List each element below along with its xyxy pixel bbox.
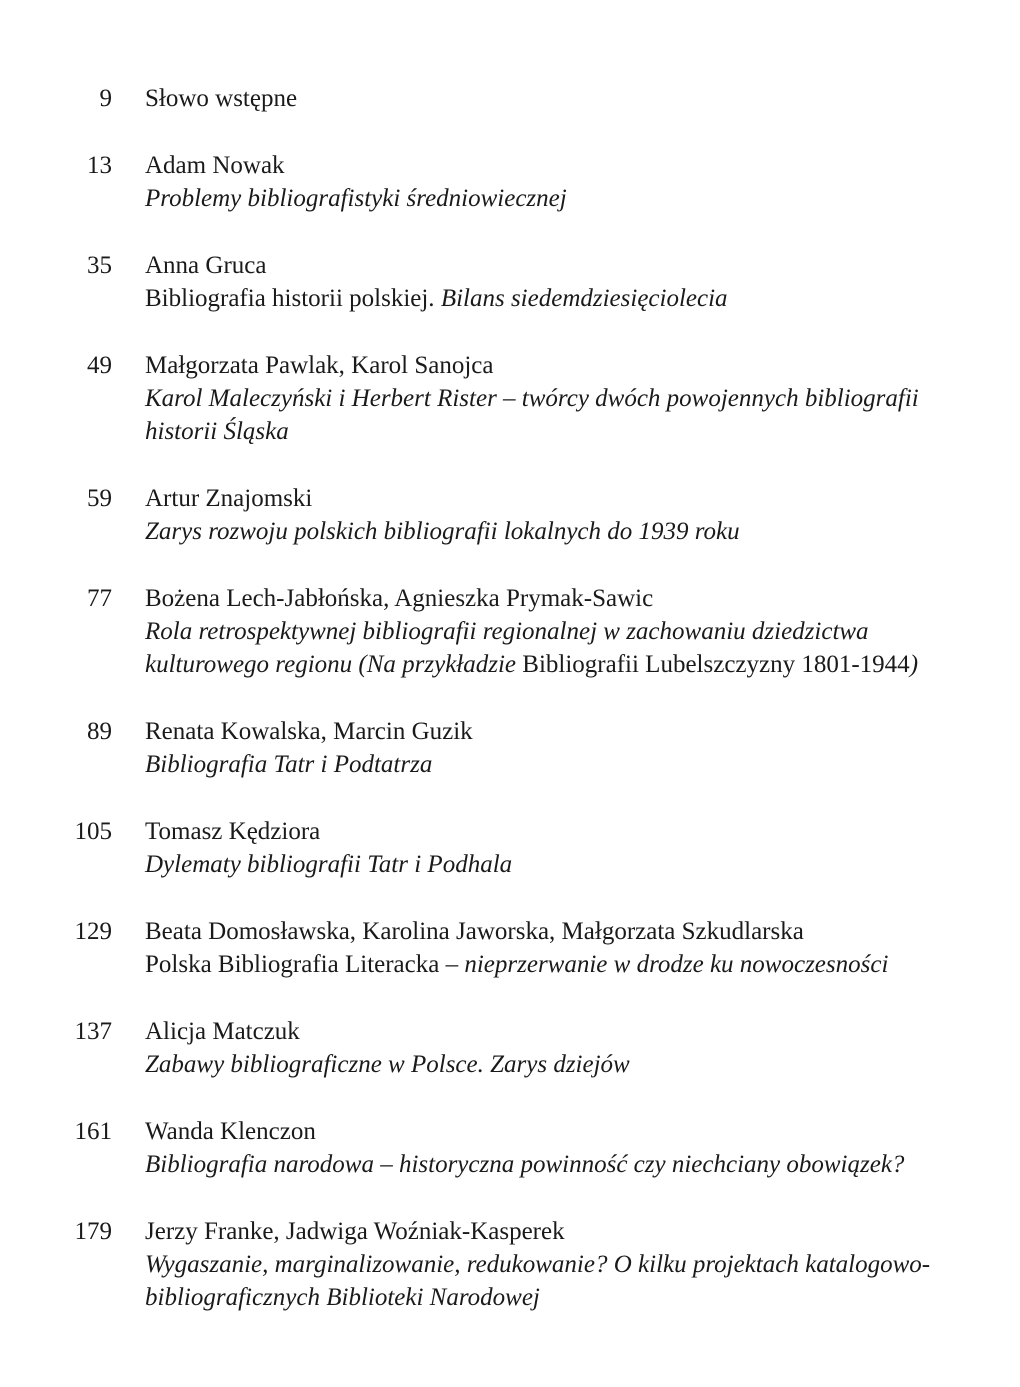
- toc-entry: [0, 1215, 1020, 1314]
- entry-body: [145, 1215, 945, 1314]
- entry-author: Alicja Matczuk: [145, 1018, 300, 1045]
- title-segment: – nieprzerwanie w drodze ku nowoczesności: [439, 951, 889, 978]
- title-segment: Dylematy bibliografii Tatr i Podhala: [145, 851, 513, 878]
- page-number: 161: [74, 1118, 112, 1145]
- title-segment: Bibliografia Tatr i Podtatrza: [145, 751, 433, 778]
- title-segment: Problemy bibliografistyki średniowiecznej: [145, 185, 567, 212]
- entry-body: [145, 1115, 945, 1181]
- title-segment: Bibliografii Lubelszczyzny 1801-1944: [522, 651, 910, 678]
- title-segment: Bibliografia historii polskiej.: [145, 285, 441, 312]
- page-number: 35: [87, 252, 112, 279]
- toc-entry: [0, 1015, 1020, 1081]
- page-number: 13: [87, 152, 112, 179]
- entry-title: [145, 282, 945, 315]
- title-segment: Karol Maleczyński i Herbert Rister – twórcy dwóch powojennych bibliografii historii Śląska: [145, 385, 919, 445]
- entry-title: [145, 382, 945, 448]
- page-number: 59: [87, 485, 112, 512]
- toc-entry: [0, 249, 1020, 315]
- entry-title: [145, 615, 945, 681]
- entry-author: Małgorzata Pawlak, Karol Sanojca: [145, 352, 494, 379]
- entry-body: [145, 815, 945, 881]
- toc-entry: [0, 1115, 1020, 1181]
- page-number: 179: [74, 1218, 112, 1245]
- toc-entry: [0, 349, 1020, 448]
- toc-entry: [0, 149, 1020, 215]
- entry-author: Renata Kowalska, Marcin Guzik: [145, 718, 473, 745]
- entry-author: Adam Nowak: [145, 152, 285, 179]
- title-segment: Bibliografia narodowa – historyczna powinność czy niechciany obowiązek?: [145, 1151, 905, 1178]
- toc-entry: [0, 815, 1020, 881]
- entry-title: [145, 948, 945, 981]
- title-segment: Zabawy bibliograficzne w Polsce. Zarys dziejów: [145, 1051, 630, 1078]
- page-number: 137: [74, 1018, 112, 1045]
- entry-author: Anna Gruca: [145, 252, 267, 279]
- toc-entry: [0, 482, 1020, 548]
- entry-title: [145, 182, 945, 215]
- title-segment: Bilans siedemdziesięciolecia: [440, 285, 728, 312]
- toc-entry: [0, 582, 1020, 681]
- toc-entry: [0, 82, 1020, 115]
- toc-entry: [0, 915, 1020, 981]
- entry-body: [145, 149, 945, 215]
- entry-author: Wanda Klenczon: [145, 1118, 316, 1145]
- title-segment: Wygaszanie, marginalizowanie, redukowanie? O kilku projektach katalogowo-bibliograficznych Biblioteki Narodowej: [145, 1251, 931, 1311]
- page-number: 77: [87, 585, 112, 612]
- page-number: 9: [99, 85, 112, 112]
- entry-author: Tomasz Kędziora: [145, 818, 321, 845]
- entry-title: [145, 848, 945, 881]
- table-of-contents: [0, 82, 1020, 1348]
- title-segment: Zarys rozwoju polskich bibliografii lokalnych do 1939 roku: [145, 518, 740, 545]
- page-number: 49: [87, 352, 112, 379]
- entry-author: Artur Znajomski: [145, 485, 313, 512]
- entry-body: [145, 249, 945, 315]
- entry-body: [145, 349, 945, 448]
- entry-body: [145, 915, 945, 981]
- entry-body: [145, 715, 945, 781]
- entry-author: Bożena Lech-Jabłońska, Agnieszka Prymak-Sawic: [145, 585, 654, 612]
- entry-author: Beata Domosławska, Karolina Jaworska, Małgorzata Szkudlarska: [145, 918, 804, 945]
- entry-title: [145, 1248, 945, 1314]
- entry-title: [145, 1048, 945, 1081]
- entry-body: [145, 1015, 945, 1081]
- entry-author: Słowo wstępne: [145, 85, 298, 112]
- entry-title: [145, 1148, 945, 1181]
- page-number: 105: [74, 818, 112, 845]
- page-number: 89: [87, 718, 112, 745]
- title-segment: Rola retrospektywnej bibliografii regionalnej w zachowaniu dziedzictwa kulturowego regionu (Na przykładzie: [145, 618, 869, 678]
- toc-entry: [0, 715, 1020, 781]
- entry-title: [145, 515, 945, 548]
- entry-body: [145, 482, 945, 548]
- title-segment: Polska Bibliografia Literacka: [145, 951, 440, 978]
- entry-author: Jerzy Franke, Jadwiga Woźniak-Kasperek: [145, 1218, 565, 1245]
- entry-body: [145, 82, 945, 115]
- entry-title: [145, 748, 945, 781]
- page-number: 129: [74, 918, 112, 945]
- title-segment: ): [909, 651, 919, 678]
- entry-body: [145, 582, 945, 681]
